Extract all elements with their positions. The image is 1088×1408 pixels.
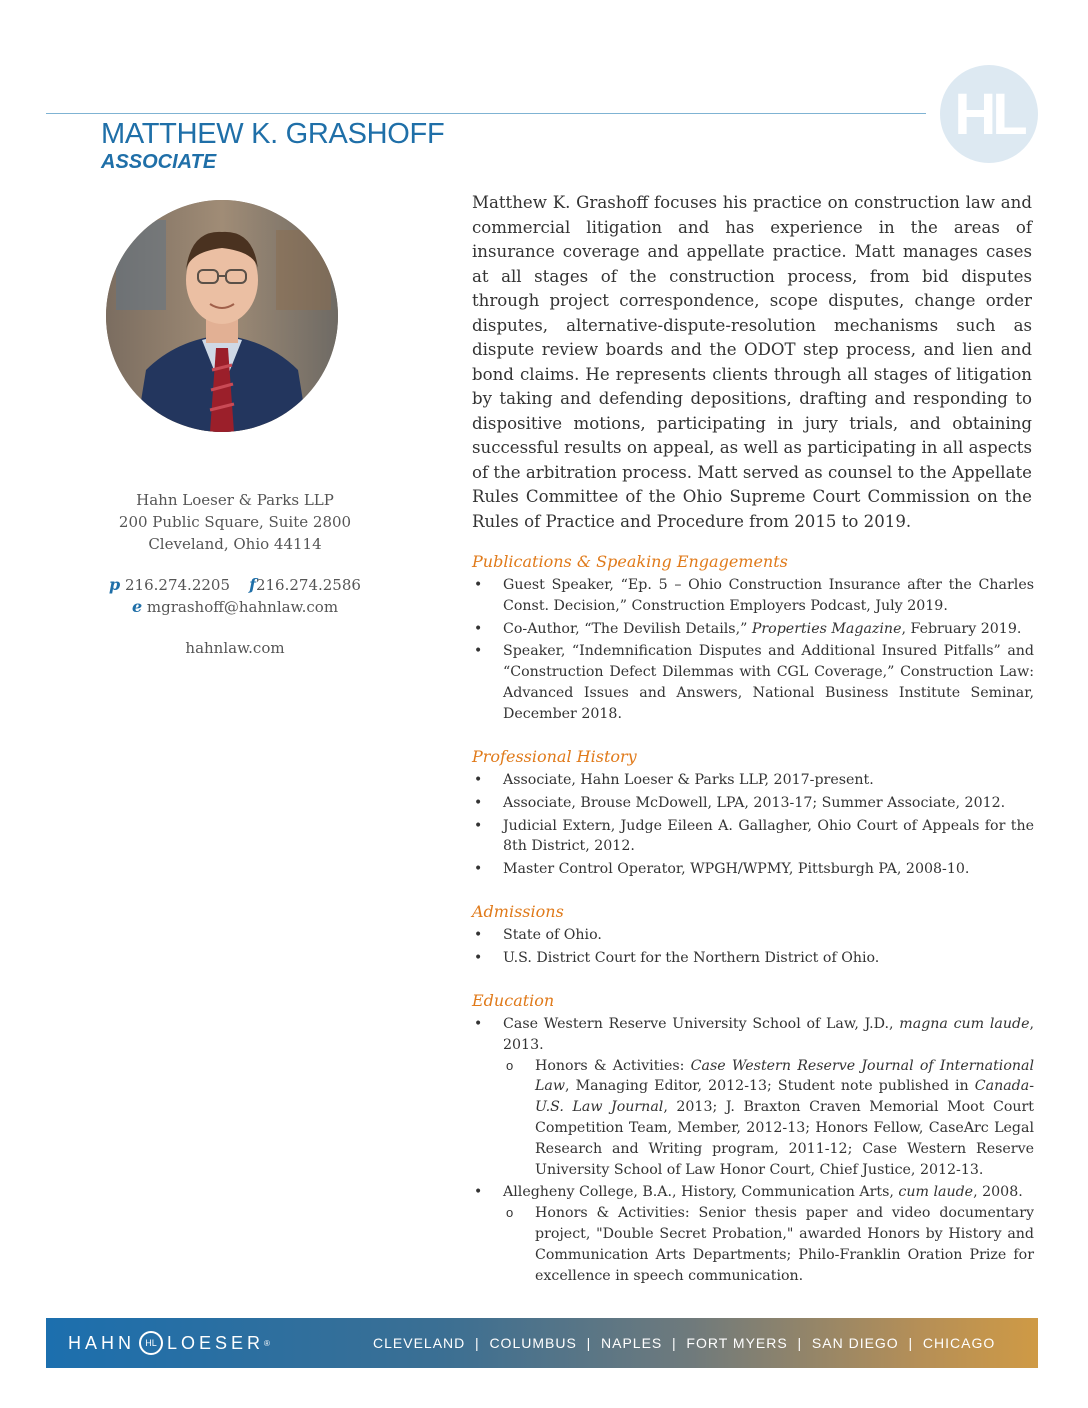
list-item: • U.S. District Court for the Northern District of Ohio. [472, 948, 1034, 969]
footer-brand [68, 1331, 373, 1355]
history-heading: Professional History [472, 747, 637, 766]
sub-list-item: o Honors & Activities: Senior thesis paper and video documentary project, "Double Secret Probation," awarded Honors by History and Communication Arts Departments; Philo-Franklin Oration Prize for excellence in speech communication. [503, 1203, 1034, 1286]
footer-cities: CLEVELAND | COLUMBUS | NAPLES | FORT MYERS | SAN DIEGO | CHICAGO [373, 1335, 996, 1351]
biography: Matthew K. Grashoff focuses his practice on construction law and commercial litigation and has experience in the areas of insurance coverage and appellate practice. Matt manages cases at all stages of the construction process, from bid disputes through project correspondence, scope disputes, change order disputes, alternative-dispute-resolution mechanisms such as dispute review boards and the ODOT step process, and lien and bond claims. He represents clients through all stages of litigation by taking and defending depositions, drafting and responding to dispositive motions, participating in jury trials, and obtaining successful results on appeal, as well as participating in all aspects of the arbitration process. Matt served as counsel to the Appellate Rules Committee of the Ohio Supreme Court Commission on the Rules of Practice and Procedure from 2015 to 2019. [472, 193, 1032, 531]
list-item: • Case Western Reserve University School of Law, J.D., magna cum laude, 2013. o Honors & Activities: Case Western Reserve Journal of International Law, Managing Editor, 2012-13; Student note published in Canada-U.S. Law Journal, 2013; J. Braxton Craven Memorial Moot Court Competition Team, Member, 2012-13; Honors Fellow, CaseArc Legal Research and Writing program, 2011-12; Case Western Reserve University School of Law Honor Court, Chief Justice, 2012-13. [472, 1014, 1034, 1180]
firm-name: Hahn Loeser & Parks LLP [136, 491, 334, 509]
email-label: e [131, 597, 143, 616]
firm-logo-badge [940, 65, 1038, 163]
list-item: • Judicial Extern, Judge Eileen A. Gallagher, Ohio Court of Appeals for the 8th District, 2012. [472, 816, 1034, 858]
logo-text: HL [954, 81, 1024, 147]
portrait-image [106, 200, 338, 432]
list-item: • Associate, Hahn Loeser & Parks LLP, 2017-present. [472, 770, 1034, 791]
brand-hl-icon: HL [139, 1331, 163, 1355]
footer-bar [46, 1318, 1038, 1368]
contact-numbers [95, 574, 375, 618]
sub-list-item: o Honors & Activities: Case Western Reserve Journal of International Law, Managing Editor, 2012-13; Student note published in Canada-U.S. Law Journal, 2013; J. Braxton Craven Memorial Moot Court Competition Team, Member, 2012-13; Honors Fellow, CaseArc Legal Research and Writing program, 2011-12; Case Western Reserve University School of Law Honor Court, Chief Justice, 2012-13. [503, 1056, 1034, 1181]
website-block [95, 637, 375, 659]
list-item: • State of Ohio. [472, 925, 1034, 946]
education-section [472, 991, 1034, 1288]
brand-right: LOESER [167, 1332, 265, 1353]
attorney-title: ASSOCIATE [101, 151, 217, 173]
list-item: • Associate, Brouse McDowell, LPA, 2013-17; Summer Associate, 2012. [472, 793, 1034, 814]
list-item: • Co-Author, “The Devilish Details,” Properties Magazine, February 2019. [472, 619, 1034, 640]
address-line-2: Cleveland, Ohio 44114 [148, 535, 322, 553]
admissions-section [472, 902, 1034, 971]
firm-address [95, 489, 375, 555]
phone-label: p [109, 575, 121, 594]
phone-number[interactable]: 216.274.2205 [125, 576, 230, 594]
fax-number: 216.274.2586 [255, 576, 361, 594]
publications-section [472, 552, 1034, 727]
list-item: • Guest Speaker, “Ep. 5 – Ohio Construction Insurance after the Charles Const. Decision,” Construction Employers Podcast, July 2019. [472, 575, 1034, 617]
header-rule [46, 113, 926, 114]
history-section [472, 747, 1034, 882]
address-line-1: 200 Public Square, Suite 2800 [118, 513, 352, 531]
list-item: • Speaker, “Indemnification Disputes and Additional Insured Pitfalls” and “Construction Defect Dilemmas with CGL Coverage,” Construction Law: Advanced Issues and Answers, National Business Institute Seminar, December 2018. [472, 641, 1034, 724]
admissions-heading: Admissions [472, 902, 564, 921]
list-item: • Master Control Operator, WPGH/WPMY, Pittsburgh PA, 2008-10. [472, 859, 1034, 880]
attorney-photo [106, 200, 338, 432]
attorney-name: MATTHEW K. GRASHOFF [101, 118, 445, 150]
website-link[interactable]: hahnlaw.com [185, 639, 285, 657]
publications-heading: Publications & Speaking Engagements [472, 552, 788, 571]
brand-left: HAHN [68, 1332, 136, 1353]
registered-mark: ® [264, 1338, 270, 1348]
fax-label: f [249, 575, 256, 594]
education-heading: Education [472, 991, 555, 1010]
email-link[interactable]: mgrashoff@hahnlaw.com [146, 598, 339, 616]
list-item: • Allegheny College, B.A., History, Communication Arts, cum laude, 2008. o Honors & Activities: Senior thesis paper and video documentary project, "Double Secret Probation," awarded Honors by History and Communication Arts Departments; Philo-Franklin Oration Prize for excellence in speech communication. [472, 1182, 1034, 1286]
